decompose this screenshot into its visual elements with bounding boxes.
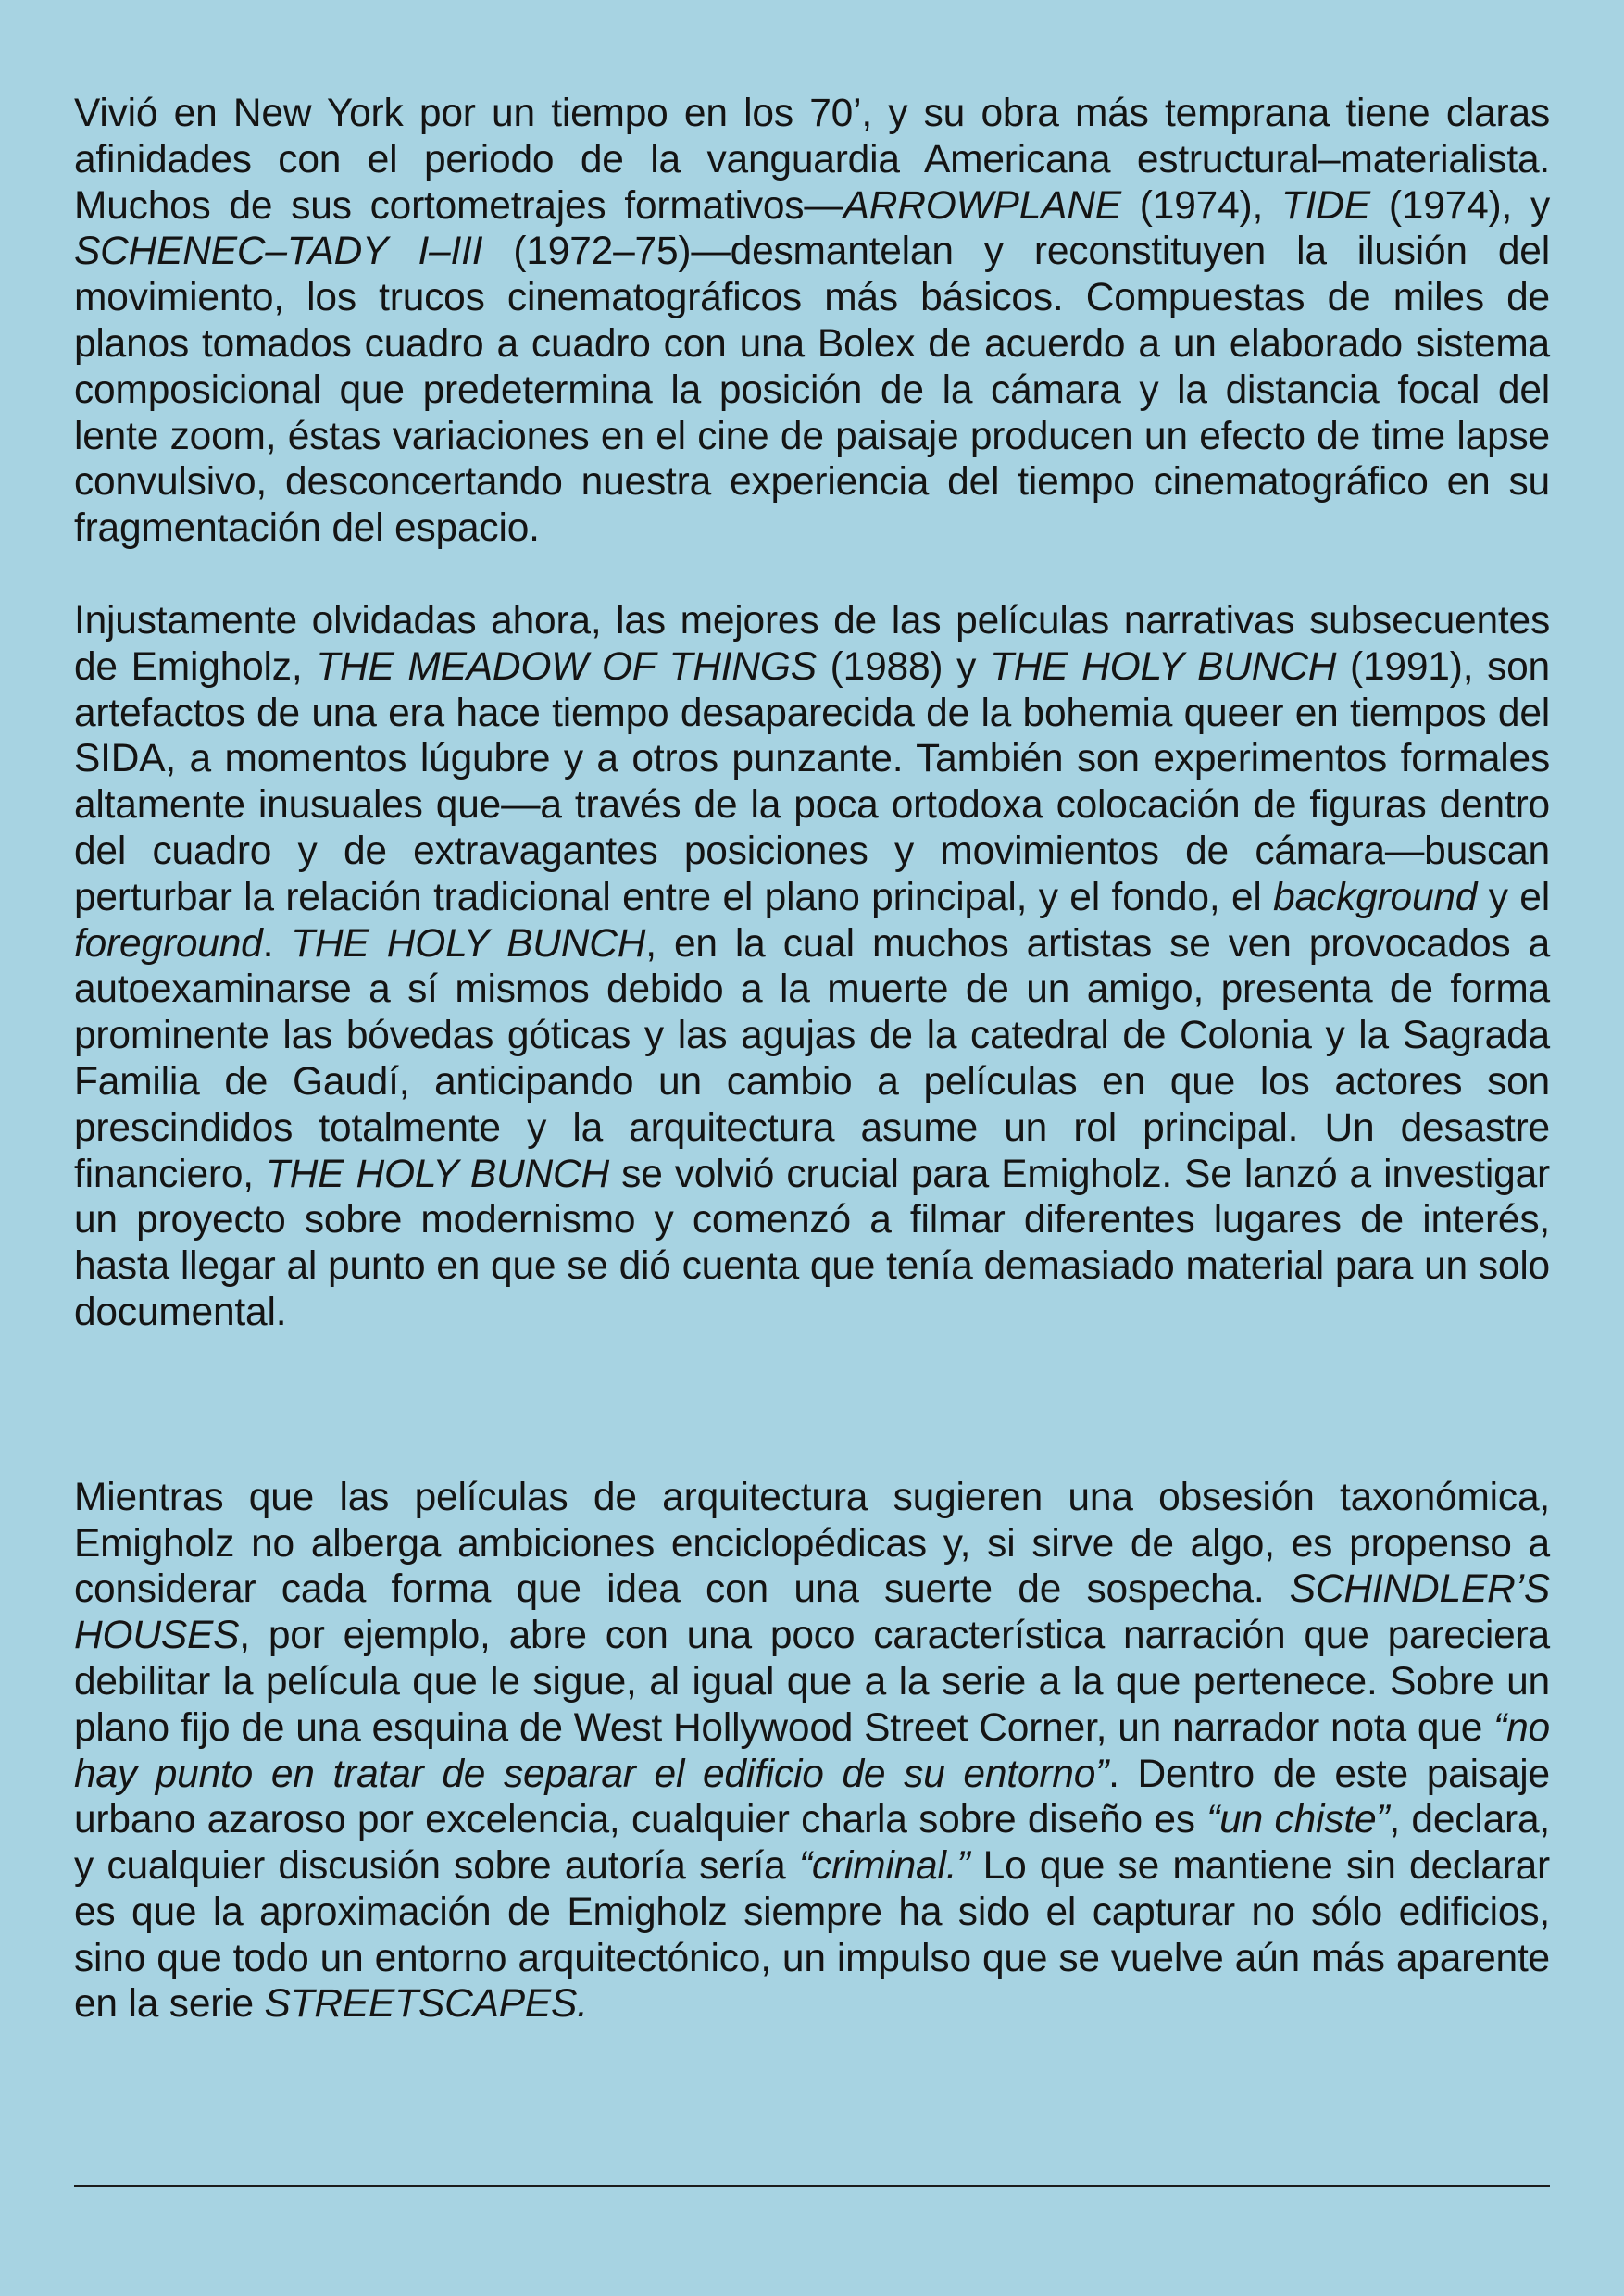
quotation: “no hay punto en tratar de separar el edificio de su entorno” [74, 1705, 1550, 1796]
text-run: . [262, 921, 292, 966]
text-run: y el [1477, 875, 1550, 919]
film-title: SCHINDLER’S HOUSES [74, 1567, 1550, 1658]
text-run: se volvió crucial para Emigholz. Se lanzó a investigar un proyecto sobre modernismo y comenzó a filmar diferentes lugares de interés, hasta llegar al punto en que se dió cuenta que tenía demasiado material para un solo documental. [74, 1152, 1551, 1334]
paragraph-2 [74, 598, 1550, 1336]
italic-term: background [1273, 875, 1478, 919]
text-run: (1991), son artefactos de una era hace tiempo desaparecida de la bohemia queer en tiempos del SIDA, a momentos lúgubre y a otros punzante. También son experimentos formales altamente inusuales que—a través de la poca ortodoxa colocación de figuras dentro del cuadro y de extravagantes posiciones y movimientos de cámara—buscan perturbar la relación tradicional entre el plano principal, y el fondo, el [74, 644, 1550, 919]
film-title: THE HOLY BUNCH [989, 644, 1337, 689]
film-title: THE MEADOW OF THINGS [316, 644, 817, 689]
text-run: (1974), [1120, 183, 1281, 228]
film-title: SCHENEC–TADY I–III [74, 230, 483, 274]
text-run: (1974), y [1369, 183, 1550, 228]
film-title: STREETSCAPES. [264, 1982, 588, 2027]
paragraph-1 [74, 91, 1550, 552]
quotation: “un chiste” [1206, 1798, 1390, 1842]
text-run: . Dentro de este paisaje urbano azaroso por excelencia, cualquier charla sobre diseño es [74, 1752, 1550, 1842]
film-title: THE HOLY BUNCH [291, 921, 646, 966]
film-title: ARROWPLANE [843, 183, 1121, 228]
text-run: Injustamente olvidadas ahora, las mejores de las películas narrativas subsecuentes de Emigholz, [74, 598, 1550, 689]
text-run: , declara, y cualquier discusión sobre autoría sería [74, 1798, 1550, 1889]
text-run: (1988) y [816, 644, 990, 689]
text-run: Vivió en New York por un tiempo en los 70’, y su obra más temprana tiene claras afinidades con el periodo de la vanguardia Americana estructural–materialista. Muchos de sus cortometrajes formativos— [74, 92, 1550, 228]
italic-term: foreground [74, 921, 263, 966]
quotation: “criminal.” [798, 1844, 970, 1889]
text-run: Lo que se mantiene sin declarar es que la aproximación de Emigholz siempre ha sido el capturar no sólo edificios, sino que todo un entorno arquitectónico, un impulso que se vuelve aún más aparente en la serie [74, 1844, 1550, 2027]
bottom-divider [74, 2185, 1550, 2187]
text-run: (1972–75)—desmantelan y reconstituyen la ilusión del movimiento, los trucos cinematográficos más básicos. Compuestas de miles de planos tomados cuadro a cuadro con una Bolex de acuerdo a un elaborado sistema composicional que predetermina la posición de la cámara y la distancia focal del lente zoom, éstas variaciones en el cine de paisaje producen un efecto de time lapse convulsivo, desconcertando nuestra experiencia del tiempo cinematográfico en su fragmentación del espacio. [74, 230, 1550, 551]
text-run: Mientras que las películas de arquitectura sugieren una obsesión taxonómica, Emigholz no alberga ambiciones enciclopédicas y, si sirve de algo, es propenso a considerar cada forma que idea con una suerte de sospecha. [74, 1475, 1550, 1612]
text-run: , en la cual muchos artistas se ven provocados a autoexaminarse a sí mismos debido a la muerte de un amigo, presenta de forma prominente las bóvedas góticas y las agujas de la catedral de Colonia y la Sagrada Familia de Gaudí, anticipando un cambio a películas en que los actores son prescindidos totalmente y la arquitectura asume un rol principal. Un desastre financiero, [74, 921, 1551, 1196]
text-run: , por ejemplo, abre con una poco característica narración que pareciera debilitar la película que le sigue, al igual que a la serie a la que pertenece. Sobre un plano fijo de una esquina de West Hollywood Street Corner, un narrador nota que [74, 1614, 1550, 1750]
film-title: TIDE [1280, 183, 1370, 228]
article-body [74, 91, 1550, 2028]
paragraph-3 [74, 1475, 1550, 2028]
film-title: THE HOLY BUNCH [266, 1152, 610, 1196]
